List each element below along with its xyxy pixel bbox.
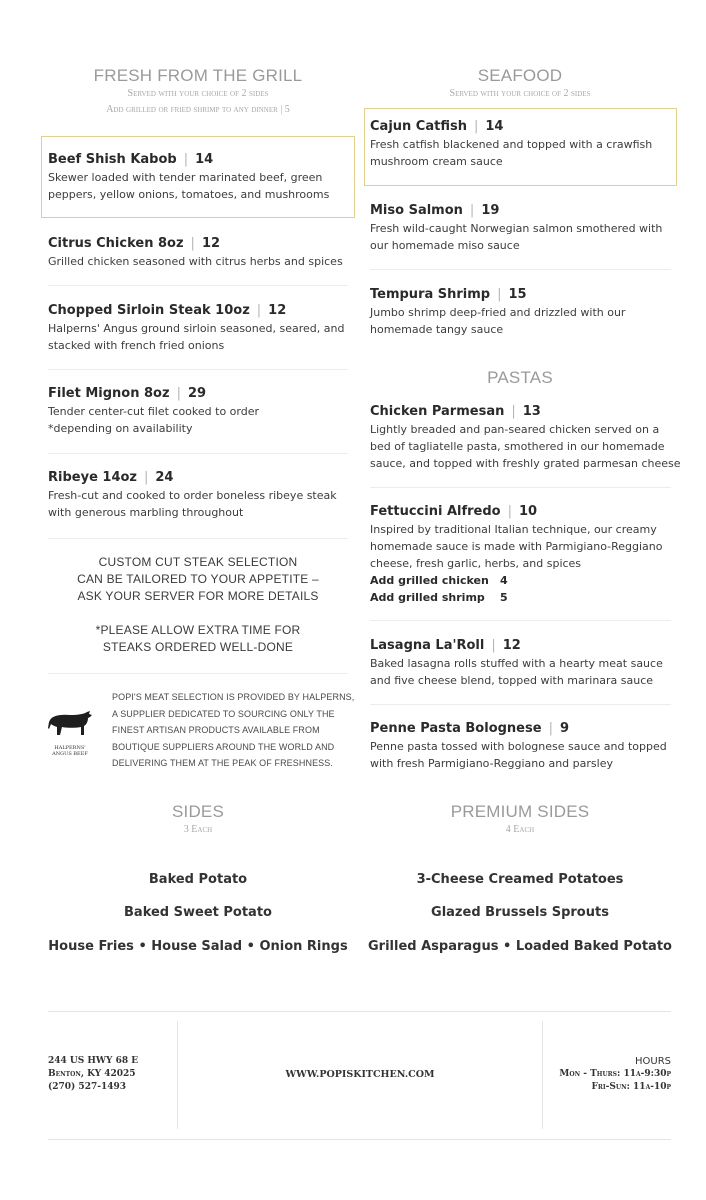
premium-side-item: Grilled Asparagus • Loaded Baked Potato (368, 939, 672, 954)
item-name: Fettuccini Alfredo (370, 504, 501, 519)
item-desc-line: mushroom cream sauce (370, 155, 503, 168)
website-link[interactable]: WWW.POPISKITCHEN.COM (285, 1069, 435, 1080)
item-name: Cajun Catfish (370, 119, 467, 134)
item-name: Tempura Shrimp (370, 287, 491, 302)
item-desc-line: Penne pasta tossed with bolognese sauce and topped (370, 740, 667, 753)
item-price: 12 (201, 236, 221, 251)
addon-price: 5 (500, 591, 508, 604)
footer-divider (177, 1021, 178, 1129)
custom-cut-note (48, 554, 348, 605)
item-desc-line: Halperns' Angus ground sirloin seasoned, seared, and (48, 322, 345, 335)
item-desc-line: and five cheese blend, topped with marinara sauce (370, 674, 654, 687)
hours-line: Fri-Sun: 11a-10p (591, 1082, 671, 1092)
item-desc-line: homemade tangy sauce (370, 323, 504, 336)
footer-hours (540, 1055, 671, 1094)
item-desc-line: Baked lasagna rolls stuffed with a hearty meat sauce (370, 657, 663, 670)
premium-side-item: 3-Cheese Creamed Potatoes (416, 872, 624, 887)
divider (370, 704, 671, 705)
item-name: Lasagna La'Roll (370, 638, 485, 653)
divider (48, 538, 348, 539)
item-desc-line: Lightly breaded and pan-seared chicken served on a (370, 423, 660, 436)
supplier-line: A SUPPLIER DEDICATED TO SOURCING ONLY THE (112, 708, 335, 719)
item-price: 24 (155, 470, 174, 485)
item-desc-line: Grilled chicken seasoned with citrus herbs and spices (48, 255, 343, 268)
menu-item-miso-salmon: Miso Salmon | 19 Fresh wild-caught Norwegian salmon smothered with our homemade miso sauce (370, 203, 663, 252)
item-price: 13 (522, 404, 541, 419)
menu-item-fettuccini-alfredo: Fettuccini Alfredo | 10 Inspired by traditional Italian technique, our creamy homemade sauce is made with Parmigiano-Reggiano cheese, fresh garlic, herbs, and spices Add grilled chicken 4 Add grilled shrimp 5 (370, 504, 663, 604)
pastas-section-title: PASTAS (487, 368, 553, 387)
item-name: Penne Pasta Bolognese (370, 721, 542, 736)
note-line: ASK YOUR SERVER FOR MORE DETAILS (77, 589, 319, 603)
item-desc-line: Tender center-cut filet cooked to order (48, 405, 260, 418)
item-name: Beef Shish Kabob (48, 152, 177, 167)
item-price: 15 (508, 287, 527, 302)
divider (48, 673, 348, 674)
menu-item-ribeye: Ribeye 14oz | 24 Fresh-cut and cooked to order boneless ribeye steak with generous marbling throughout (48, 470, 337, 519)
well-done-note (48, 622, 348, 656)
footer-address (48, 1055, 138, 1094)
menu-item-citrus-chicken: Citrus Chicken 8oz | 12 Grilled chicken seasoned with citrus herbs and spices (48, 236, 343, 268)
addon-price: 4 (500, 574, 508, 587)
addon-label: Add grilled chicken (370, 574, 489, 587)
note-line: CUSTOM CUT STEAK SELECTION (98, 555, 298, 569)
item-price: 9 (559, 721, 569, 736)
item-desc-line: Fresh catfish blackened and topped with a crawfish (370, 138, 653, 151)
item-desc-line: with generous marbling throughout (48, 506, 244, 519)
sides-price: 3 Each (183, 824, 213, 835)
item-price: 10 (519, 504, 538, 519)
addon-row (370, 589, 662, 606)
menu-item-chicken-parmesan: Chicken Parmesan | 13 Lightly breaded and pan-seared chicken served on a bed of tagliatelle pasta, smothered in our homemade sauce, and topped with freshly grated parmesan cheese (370, 404, 681, 470)
menu-item-filet-mignon: Filet Mignon 8oz | 29 Tender center-cut filet cooked to order *depending on availability (48, 386, 260, 435)
address-line: Benton, KY 42025 (48, 1069, 136, 1079)
item-name: Ribeye 14oz (48, 470, 137, 485)
addon-label: Add grilled shrimp (370, 591, 485, 604)
menu-item-penne-bolognese: Penne Pasta Bolognese | 9 Penne pasta tossed with bolognese sauce and topped with fresh Parmigiano-Reggiano and parsley (370, 721, 667, 770)
menu-item-beef-shish-kabob: Beef Shish Kabob | 14 Skewer loaded with tender marinated beef, green peppers, yellow onions, tomatoes, and mushrooms (48, 152, 330, 201)
item-desc-line: homemade sauce is made with Parmigiano-Reggiano (370, 540, 663, 553)
item-price: 14 (485, 119, 504, 134)
supplier-line: DELIVERING THEM AT THE PEAK OF FRESHNESS. (112, 758, 333, 768)
item-name: Chopped Sirloin Steak 10oz (48, 303, 250, 318)
grill-subtitle-addon: Add grilled or fried shrimp to any dinner | 5 (106, 104, 290, 115)
item-name: Filet Mignon 8oz (48, 386, 170, 401)
seafood-section-title: SEAFOOD (477, 66, 563, 85)
premium-side-item: Glazed Brussels Sprouts (431, 905, 609, 920)
item-desc-line: our homemade miso sauce (370, 239, 520, 252)
item-desc-line: sauce, and topped with freshly grated parmesan cheese (370, 457, 681, 470)
item-desc-line: Inspired by traditional Italian technique, our creamy (370, 523, 657, 536)
menu-item-lasagna-laroll: Lasagna La'Roll | 12 Baked lasagna rolls stuffed with a hearty meat sauce and five cheese blend, topped with marinara sauce (370, 638, 663, 687)
footer-top-rule (48, 1011, 671, 1012)
side-item: Baked Potato (148, 872, 248, 887)
halperns-logo: HALPERNS' ANGUS BEEF (46, 708, 96, 757)
note-line: STEAKS ORDERED WELL-DONE (102, 640, 294, 654)
item-name: Citrus Chicken 8oz (48, 236, 184, 251)
item-desc-line: with fresh Parmigiano-Reggiano and parsley (370, 757, 613, 770)
addon-row (370, 572, 662, 589)
bull-icon (46, 708, 94, 740)
item-desc-line: *depending on availability (48, 422, 193, 435)
grill-subtitle: Served with your choice of 2 sides (127, 88, 269, 99)
note-line: *PLEASE ALLOW EXTRA TIME FOR (95, 623, 301, 637)
item-desc-line: bed of tagliatelle pasta, smothered in our homemade (370, 440, 665, 453)
menu-item-tempura-shrimp: Tempura Shrimp | 15 Jumbo shrimp deep-fried and drizzled with our homemade tangy sauce (370, 287, 626, 336)
menu-item-cajun-catfish: Cajun Catfish | 14 Fresh catfish blackened and topped with a crawfish mushroom cream sauce (370, 119, 653, 168)
item-desc-line: peppers, yellow onions, tomatoes, and mushrooms (48, 188, 330, 201)
note-line: CAN BE TAILORED TO YOUR APPETITE – (77, 572, 319, 586)
item-price: 29 (187, 386, 207, 401)
footer-bottom-rule (48, 1139, 671, 1140)
item-price: 12 (502, 638, 521, 653)
item-price: 14 (195, 152, 214, 167)
grill-section-title: FRESH FROM THE GRILL (93, 66, 303, 85)
hours-title: HOURS (634, 1056, 671, 1067)
item-desc-line: Fresh wild-caught Norwegian salmon smothered with (370, 222, 663, 235)
item-desc-line: cheese, fresh garlic, herbs, and spices (370, 557, 582, 570)
item-desc-line: Skewer loaded with tender marinated beef, green (48, 171, 323, 184)
item-desc-line: Jumbo shrimp deep-fried and drizzled with our (370, 306, 626, 319)
menu-item-chopped-sirloin: Chopped Sirloin Steak 10oz | 12 Halperns' Angus ground sirloin seasoned, seared, and stacked with french fried onions (48, 303, 345, 352)
supplier-line: BOUTIQUE SUPPLIERS AROUND THE WORLD AND (112, 741, 335, 752)
divider (48, 369, 348, 370)
divider (370, 620, 671, 621)
address-line: 244 US HWY 68 E (48, 1056, 139, 1066)
premium-sides-section-title: PREMIUM SIDES (450, 802, 590, 821)
side-item: House Fries • House Salad • Onion Rings (48, 939, 348, 954)
item-desc-line: Fresh-cut and cooked to order boneless ribeye steak (48, 489, 337, 502)
divider (48, 285, 348, 286)
phone-number: (270) 527-1493 (48, 1082, 127, 1092)
premium-sides-price: 4 Each (505, 824, 535, 835)
item-name: Miso Salmon (370, 203, 463, 218)
supplier-statement (112, 689, 357, 772)
hours-line: Mon - Thurs: 11a-9:30p (559, 1069, 671, 1079)
item-price: 12 (268, 303, 287, 318)
supplier-line: FINEST ARTISAN PRODUCTS AVAILABLE FROM (112, 725, 320, 735)
supplier-line: POPI'S MEAT SELECTION IS PROVIDED BY HALPERNS, (112, 692, 355, 702)
seafood-subtitle: Served with your choice of 2 sides (449, 88, 591, 99)
divider (48, 453, 348, 454)
side-item: Baked Sweet Potato (124, 905, 272, 920)
item-name: Chicken Parmesan (370, 404, 505, 419)
divider (370, 269, 671, 270)
divider (370, 487, 671, 488)
sides-section-title: SIDES (171, 802, 225, 821)
item-price: 19 (481, 203, 500, 218)
item-desc-line: stacked with french fried onions (48, 339, 225, 352)
